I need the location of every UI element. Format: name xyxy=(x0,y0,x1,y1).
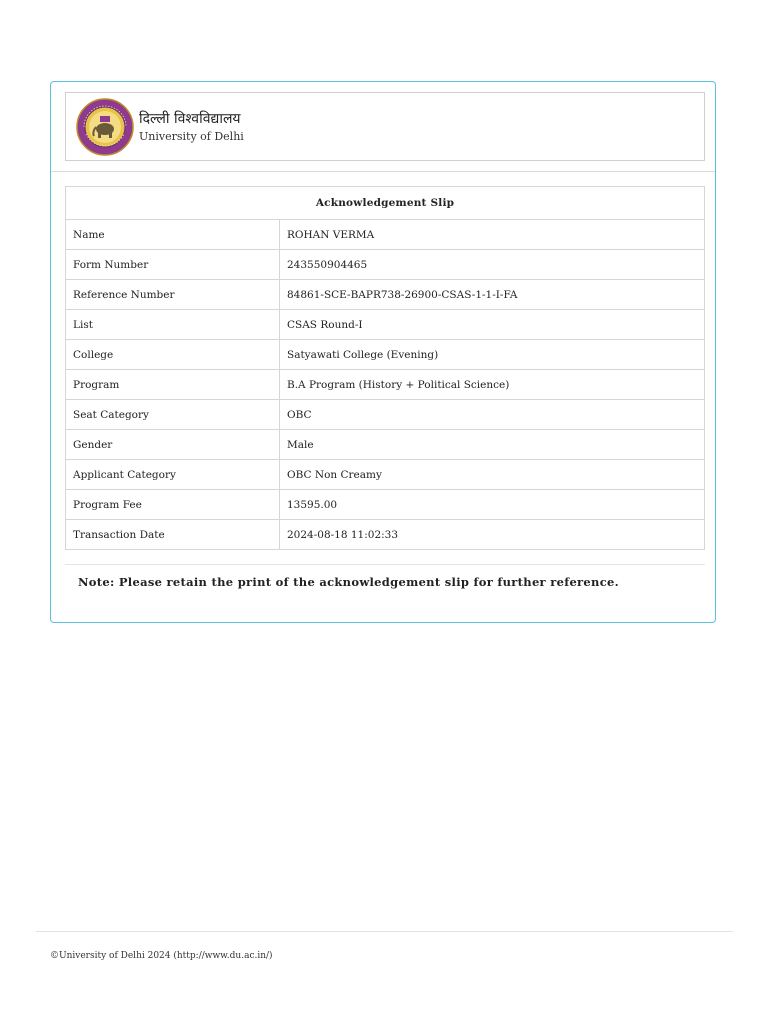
row-value: OBC Non Creamy xyxy=(280,460,705,490)
footer-divider xyxy=(36,931,733,932)
table-row xyxy=(66,490,705,520)
university-name-english: University of Delhi xyxy=(139,130,244,143)
row-label: Applicant Category xyxy=(66,460,280,490)
row-label: College xyxy=(66,340,280,370)
row-label: Program Fee xyxy=(66,490,280,520)
row-label: Seat Category xyxy=(66,400,280,430)
table-row xyxy=(66,280,705,310)
table-row xyxy=(66,220,705,250)
row-label: Program xyxy=(66,370,280,400)
table-row xyxy=(66,340,705,370)
row-value: 13595.00 xyxy=(280,490,705,520)
university-name-hindi: दिल्ली विश्वविद्यालय xyxy=(139,111,241,127)
university-seal-icon xyxy=(76,98,134,156)
row-label: Transaction Date xyxy=(66,520,280,550)
retain-note: Note: Please retain the print of the acknowledgement slip for further reference. xyxy=(78,575,619,589)
table-row xyxy=(66,310,705,340)
table-row xyxy=(66,430,705,460)
note-divider xyxy=(65,564,705,565)
table-row xyxy=(66,250,705,280)
row-value: Satyawati College (Evening) xyxy=(280,340,705,370)
row-label: Form Number xyxy=(66,250,280,280)
table-row xyxy=(66,400,705,430)
acknowledgement-card xyxy=(50,81,716,623)
table-row xyxy=(66,460,705,490)
row-value: CSAS Round-I xyxy=(280,310,705,340)
row-label: Gender xyxy=(66,430,280,460)
row-value: ROHAN VERMA xyxy=(280,220,705,250)
header-divider xyxy=(51,171,715,172)
slip-title: Acknowledgement Slip xyxy=(66,187,705,220)
acknowledgement-table xyxy=(65,186,705,550)
row-label: Name xyxy=(66,220,280,250)
row-value: 243550904465 xyxy=(280,250,705,280)
row-value: Male xyxy=(280,430,705,460)
table-row xyxy=(66,370,705,400)
row-label: Reference Number xyxy=(66,280,280,310)
row-value: B.A Program (History + Political Science) xyxy=(280,370,705,400)
row-label: List xyxy=(66,310,280,340)
row-value: OBC xyxy=(280,400,705,430)
university-header xyxy=(65,92,705,161)
footer-copyright: ©University of Delhi 2024 (http://www.du.ac.in/) xyxy=(50,951,273,961)
row-value: 2024-08-18 11:02:33 xyxy=(280,520,705,550)
row-value: 84861-SCE-BAPR738-26900-CSAS-1-1-I-FA xyxy=(280,280,705,310)
table-row xyxy=(66,520,705,550)
